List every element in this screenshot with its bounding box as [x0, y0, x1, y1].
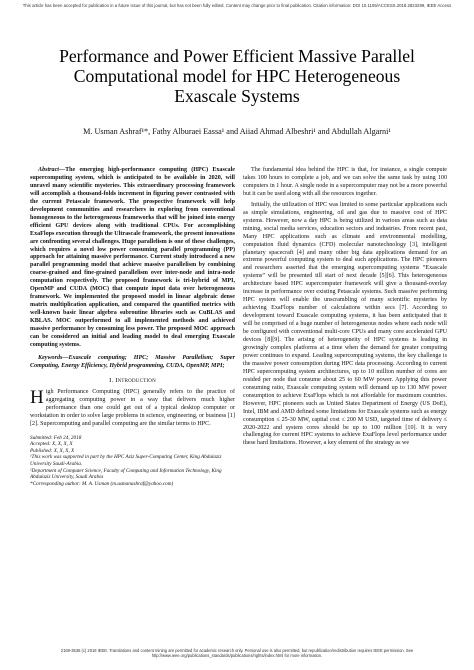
paper-title: [20, 46, 454, 106]
footnote: ¹Department of Computer Science, Faculty of Computing and Information Technology, King Abdulaziz University, Saudi Arabia: [30, 467, 222, 481]
body-paragraph: The fundamental idea behind the HPC is that, for instance, a single compute takes 100 hours to complete a job, and we can solve the same task by using 100 computers in 1 hour. A single node in a supercomputer may not be a more powerful but it can be used along with all the resources together.: [243, 167, 447, 197]
intro-text: igh Performance Computing (HPC) generally refers to the practice of aggregating computing power in a way that delivers much higher performance than one could get out of a typical desktop computer or workstation in order to solve large problems in science, engineering, or business [1][2]. Supercomputing and parallel computing are the similar terms to HPC.: [30, 388, 235, 427]
title-line: Exascale Systems: [174, 86, 300, 106]
footnotes: [30, 435, 235, 488]
footnote: Accepted: X, X, X, X: [30, 441, 73, 448]
keywords-label: Keywords—: [38, 354, 69, 361]
left-column: [30, 167, 235, 487]
section-heading: [30, 377, 235, 385]
keywords-text: Exascale computing; HPC; Massive Parallelism; Super Computing, Energy Efficiency, Hybrid programming, CUDA, OpenMP, MPI;: [30, 354, 235, 369]
title-line: Performance and Power Efficient Massive Parallel: [59, 46, 415, 66]
section-number: I.: [109, 376, 114, 384]
abstract-text: —The emerging high-performance computing (HPC) Exascale supercomputing system, which is anticipated to be available in 2020, will unravel many scientific mysteries. This extraordinary processing framework will accomplish a thousand-folds increment in figuring power contrasted with the current Petascale framework. The prospective framework will help development communities and researchers in exploring from conventional homogeneous to the heterogeneous frameworks that will be joined into energy efficient GPU devices along with traditional CPUs. For accomplishing ExaFlops execution through the Ultrascale framework, the present innovations are confronting several challenges. Huge parallelism is one of these challenges, which requires a novel low power consuming parallel programming (PP) approach for attaining massive performance. Current study introduced a new parallel programming model that achieve massive parallelism by combining coarse-grained and fine-grained parallelism over inter-node and intra-node computation respectively. The proposed framework is tri-hybrid of MPI, OpenMP and CUDA (MOC) that compute input data over heterogeneous framework. We implemented the proposed model in linear algebraic dense matrix multiplication application, and compared the quantified metrics with well-known basic linear algebra subroutine libraries such as CuBLAS and KBLAS. MOC outperformed to all implemented methods and achieved massive performance by consuming less power. The proposed MOC approach can be considered an initial and leading model to deal emerging Exascale computing systems.: [30, 167, 235, 348]
keywords: [30, 355, 235, 371]
right-column: [243, 167, 447, 451]
intro-paragraph: [30, 386, 235, 429]
footnote: Published: X, X, X, X: [30, 447, 75, 454]
abstract: [30, 167, 235, 350]
body-paragraph: Initially, the utilization of HPC was limited to some particular applications such as simple simulations, engineering, oil and gas due to massive cost of HPC systems. However, now a day HPC is being utilized in various areas such as data mining, social media services, education sectors and industries. From recent past, Many HPC applications such as climate and environmental modelling, computation fluid dynamics (CFD) molecular nanotechnology [3], intelligent planetary spacecraft [4] and many other big data applications demand for an extreme powerful computing system to deal such applications. The HPC pioneers and researchers asserted that the emerging supercomputing systems “Exascale systems” will be presented till start of next decade [5][6]. This heterogeneous architecture based HPC supercomputer framework will give a thousand-overlay increase in performance over existing Petascale systems. Such massive performing HPC system will enable the unscrambling of many scientific mysteries by achieving ExaFlops number of calculations within secs [7]. According to development toward Exascale computing systems, it has been anticipated that it will be comprised of a huge number of heterogeneous nodes where each node will be configured with conventional multi-core CPUs and many core accelerated GPU devices [8][9]. The arising of heterogeneity of HPC systems is leading in growingly complex platforms at a time when the demand for greater computing power continues to expand. Leading supercomputing systems, the key challenge is the massive power consumption during HPC data processing. According to current HPC supercomputing system architectures, up to 10 million number of cores are resided per node that consume about 25 to 60 MW power. Applying this power consuming ratio, Exascale computing system will demand up to 130 MW power consumption to achieve ExaFlops which is not affordable for maximum countries. However, HPC pioneers such as United States Department of Energy (US DoE), Intel, IBM and AMD defined some limitations for Exascale systems such as energy consumption ≤ 25-30 MW, capital cost ≤ 200 M USD, targeted time of delivery ≤ 2020-2022 and system cores should be up to 100 million [10]. It is very challenging for current HPC systems to achieve ExaFlops level performance under these hard limitations. However, a key element of the strategy as we: [243, 201, 447, 447]
footnote: ¹This work was supported in part by the HPC Aziz Super-Computing Center, King Abdulaziz University Saudi-Arabia.: [30, 454, 222, 467]
footnote: *Corresponding author: M. A. Usman (m.usmanashraf@yahoo.com): [30, 480, 174, 487]
footnote: Submitted: Feb 24, 2018: [30, 434, 82, 441]
footer-note: 2169-3536 (c) 2018 IEEE. Translations and content mining are permitted for academic research only. Personal use is also permitted, but republication/redistribution requires IEEE permission. See http://www.ieee.org/publications_standards/publications/rights/index.html for more information.: [60, 648, 414, 659]
abstract-label: Abstract: [38, 167, 59, 173]
header-note: This article has been accepted for publication in a future issue of this journal, but has not been fully edited. Content may change prior to final publication. Citation information: DOI 10.1109/ACCESS.2018.2823299, IEEE Access: [22, 3, 452, 8]
section-title: Introduction: [115, 376, 156, 384]
drop-cap: H: [30, 386, 44, 408]
author-list: M. Usman Ashraf¹*, Fathy Alburaei Eassa¹ and Aiiad Ahmad Albeshri¹ and Abdullah Algarni¹: [83, 127, 391, 136]
title-line: Computational model for HPC Heterogeneous: [73, 66, 401, 86]
